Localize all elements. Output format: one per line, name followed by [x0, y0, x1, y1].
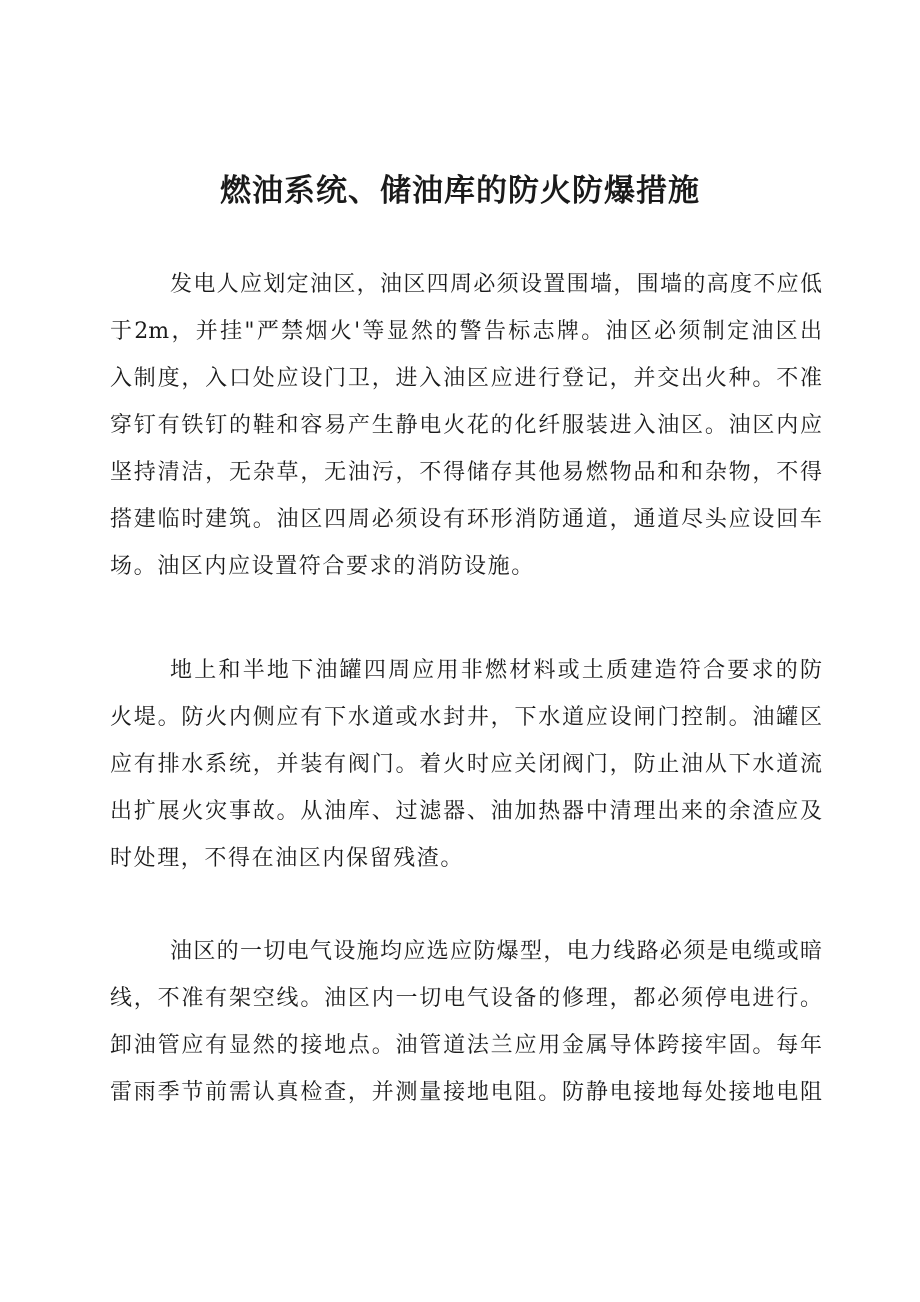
text-line: 出扩展火灾事故。从油库、过滤器、油加热器中清理出来的余渣应及 — [110, 799, 822, 824]
text-line: 于2m，并挂"严禁烟火'等显然的警告标志牌。油区必须制定油区出 — [110, 319, 822, 344]
text-line: 入制度，入口处应设门卫，进入油区应进行登记，并交出火种。不准 — [110, 366, 822, 391]
text-line: 时处理，不得在油区内保留残渣。 — [110, 846, 465, 871]
text-line: 卸油管应有显然的接地点。油管道法兰应用金属导体跨接牢固。每年 — [110, 1033, 822, 1058]
document-title: 燃油系统、储油库的防火防爆措施 — [220, 173, 700, 209]
text-line: 应有排水系统，并装有阀门。着火时应关闭阀门，防止油从下水道流 — [110, 752, 822, 777]
text-line: 地上和半地下油罐四周应用非燃材料或土质建造符合要求的防 — [170, 658, 822, 683]
text-line: 雷雨季节前需认真检查，并测量接地电阻。防静电接地每处接地电阻 — [110, 1080, 822, 1105]
text-line: 发电人应划定油区，油区四周必须设置围墙，围墙的高度不应低 — [170, 272, 822, 297]
paragraph-oil-area-rules — [110, 261, 822, 590]
text-line: 坚持清洁，无杂草，无油污，不得储存其他易燃物品和和杂物，不得 — [110, 460, 822, 485]
paragraph-tank-dike — [110, 647, 822, 882]
text-line: 穿钉有铁钉的鞋和容易产生静电火花的化纤服装进入油区。油区内应 — [110, 413, 822, 438]
text-line: 火堤。防火内侧应有下水道或水封井，下水道应设闸门控制。油罐区 — [110, 705, 822, 730]
text-line: 场。油区内应设置符合要求的消防设施。 — [110, 554, 535, 579]
text-line: 线，不准有架空线。油区内一切电气设备的修理，都必须停电进行。 — [110, 986, 822, 1011]
text-line: 搭建临时建筑。油区四周必须设有环形消防通道，通道尽头应设回车 — [110, 507, 822, 532]
text-line: 油区的一切电气设施均应选应防爆型，电力线路必须是电缆或暗 — [170, 939, 822, 964]
paragraph-electrical — [110, 928, 822, 1116]
